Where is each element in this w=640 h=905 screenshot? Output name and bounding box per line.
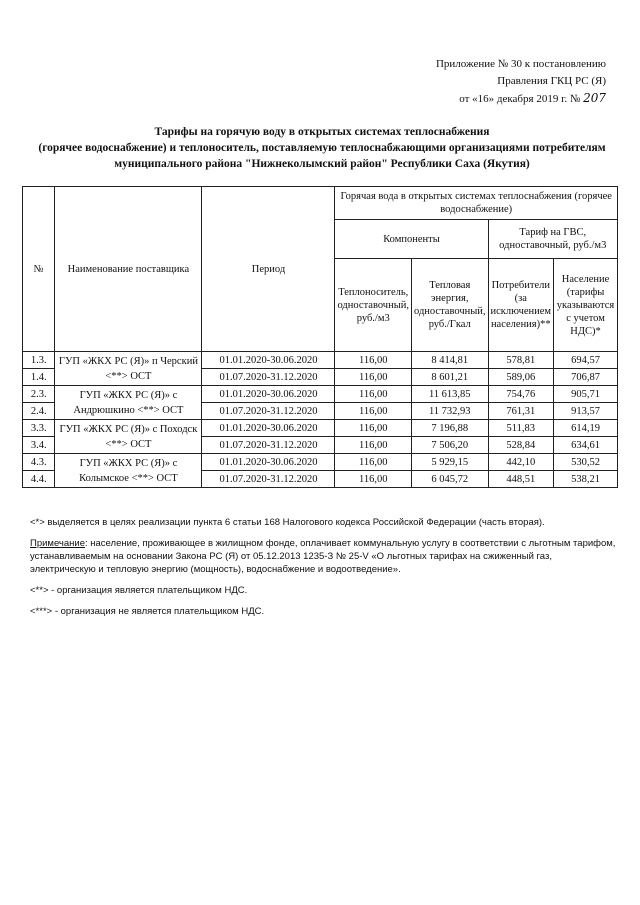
cell-no: 3.4.	[23, 437, 55, 454]
cell-carrier: 116,00	[335, 386, 412, 403]
footnote-vat-payer: <**> - организация является плательщиком НДС.	[30, 585, 248, 596]
cell-population: 706,87	[554, 369, 618, 386]
header-hot-water: Горячая вода в открытых системах теплоснабжения (горячее водоснабжение)	[335, 187, 618, 220]
cell-period: 01.01.2020-30.06.2020	[202, 386, 335, 403]
remark-label: Примечание	[30, 538, 85, 549]
header-period: Период	[202, 187, 335, 352]
appendix-header	[346, 56, 606, 108]
cell-population: 530,52	[554, 454, 618, 471]
cell-consumers: 761,31	[488, 403, 554, 420]
tariff-table	[22, 186, 618, 488]
header-name: Наименование поставщика	[55, 187, 202, 352]
cell-period: 01.01.2020-30.06.2020	[202, 352, 335, 369]
cell-carrier: 116,00	[335, 369, 412, 386]
remark-text: : население, проживающее в жилищном фонде, оплачивает коммунальную услугу в соответствии с льготным тарифом, устанавливаемым на основании Закона РС (Я) от 05.12.2013 1235-З № 25-V «О льготных тарифах на сжиженный газ, электрическую и тепловую энергию (мощность), водоснабжение и водоотведение».	[30, 538, 616, 575]
cell-consumers: 754,76	[488, 386, 554, 403]
cell-population: 634,61	[554, 437, 618, 454]
cell-carrier: 116,00	[335, 471, 412, 488]
cell-energy: 5 929,15	[412, 454, 489, 471]
cell-energy: 8 414,81	[412, 352, 489, 369]
footnote-vat-allocation: <*> выделяется в целях реализации пункта 6 статьи 168 Налогового кодекса Российской Федерации (часть вторая).	[30, 517, 545, 528]
cell-supplier: ГУП «ЖКХ РС (Я)» с Колымское <**> ОСТ	[55, 454, 202, 488]
cell-consumers: 528,84	[488, 437, 554, 454]
cell-energy: 7 196,88	[412, 420, 489, 437]
appendix-number: 207	[583, 91, 606, 105]
table-row	[23, 352, 618, 369]
cell-supplier: ГУП «ЖКХ РС (Я)» с Походск <**> ОСТ	[55, 420, 202, 454]
cell-period: 01.01.2020-30.06.2020	[202, 420, 335, 437]
header-carrier: Теплоноситель, одноставочный, руб./м3	[335, 259, 412, 352]
cell-consumers: 448,51	[488, 471, 554, 488]
cell-supplier: ГУП «ЖКХ РС (Я)» п Черский <**> ОСТ	[55, 352, 202, 386]
cell-consumers: 578,81	[488, 352, 554, 369]
header-consumers: Потребители (за исключением населения)**	[488, 259, 554, 352]
cell-period: 01.07.2020-31.12.2020	[202, 403, 335, 420]
cell-no: 1.4.	[23, 369, 55, 386]
cell-supplier: ГУП «ЖКХ РС (Я)» с Андрюшкино <**> ОСТ	[55, 386, 202, 420]
header-population: Население (тарифы указываются с учетом НДС)*	[554, 259, 618, 352]
cell-energy: 11 613,85	[412, 386, 489, 403]
appendix-line-1: Приложение № 30 к постановлению	[435, 58, 606, 70]
appendix-line-3	[346, 90, 606, 108]
footnote-non-vat-payer: <***> - организация не является плательщиком НДС.	[30, 606, 265, 617]
table-row	[23, 386, 618, 403]
cell-energy: 8 601,21	[412, 369, 489, 386]
table-row	[23, 454, 618, 471]
title-line-2: (горячее водоснабжение) и теплоноситель, поставляемую теплоснабжающими организациями потребителям	[38, 142, 606, 154]
cell-no: 4.3.	[23, 454, 55, 471]
cell-no: 1.3.	[23, 352, 55, 369]
cell-no: 2.3.	[23, 386, 55, 403]
cell-carrier: 116,00	[335, 352, 412, 369]
cell-consumers: 589,06	[488, 369, 554, 386]
cell-energy: 7 506,20	[412, 437, 489, 454]
cell-energy: 11 732,93	[412, 403, 489, 420]
cell-population: 538,21	[554, 471, 618, 488]
cell-population: 694,57	[554, 352, 618, 369]
cell-no: 2.4.	[23, 403, 55, 420]
cell-population: 913,57	[554, 403, 618, 420]
cell-no: 3.3.	[23, 420, 55, 437]
footnote-remark	[30, 537, 616, 576]
cell-period: 01.07.2020-31.12.2020	[202, 437, 335, 454]
appendix-date: от «16» декабря 2019 г. №	[459, 93, 581, 105]
footnotes	[30, 516, 616, 626]
header-components: Компоненты	[335, 220, 488, 259]
cell-population: 905,71	[554, 386, 618, 403]
cell-carrier: 116,00	[335, 403, 412, 420]
cell-energy: 6 045,72	[412, 471, 489, 488]
appendix-line-2: Правления ГКЦ РС (Я)	[497, 75, 606, 87]
cell-period: 01.07.2020-31.12.2020	[202, 471, 335, 488]
table-row	[23, 420, 618, 437]
cell-carrier: 116,00	[335, 420, 412, 437]
cell-carrier: 116,00	[335, 454, 412, 471]
cell-carrier: 116,00	[335, 437, 412, 454]
cell-consumers: 442,10	[488, 454, 554, 471]
title-line-3: муниципального района "Нижнеколымский район" Республики Саха (Якутия)	[114, 158, 530, 170]
title-line-1: Тарифы на горячую воду в открытых системах теплоснабжения	[154, 126, 490, 138]
cell-period: 01.01.2020-30.06.2020	[202, 454, 335, 471]
cell-population: 614,19	[554, 420, 618, 437]
header-tariff: Тариф на ГВС, одноставочный, руб./м3	[488, 220, 617, 259]
header-energy: Тепловая энергия, одноставочный, руб./Гкал	[412, 259, 489, 352]
cell-period: 01.07.2020-31.12.2020	[202, 369, 335, 386]
cell-consumers: 511,83	[488, 420, 554, 437]
document-title	[20, 124, 624, 172]
header-no: №	[23, 187, 55, 352]
cell-no: 4.4.	[23, 471, 55, 488]
